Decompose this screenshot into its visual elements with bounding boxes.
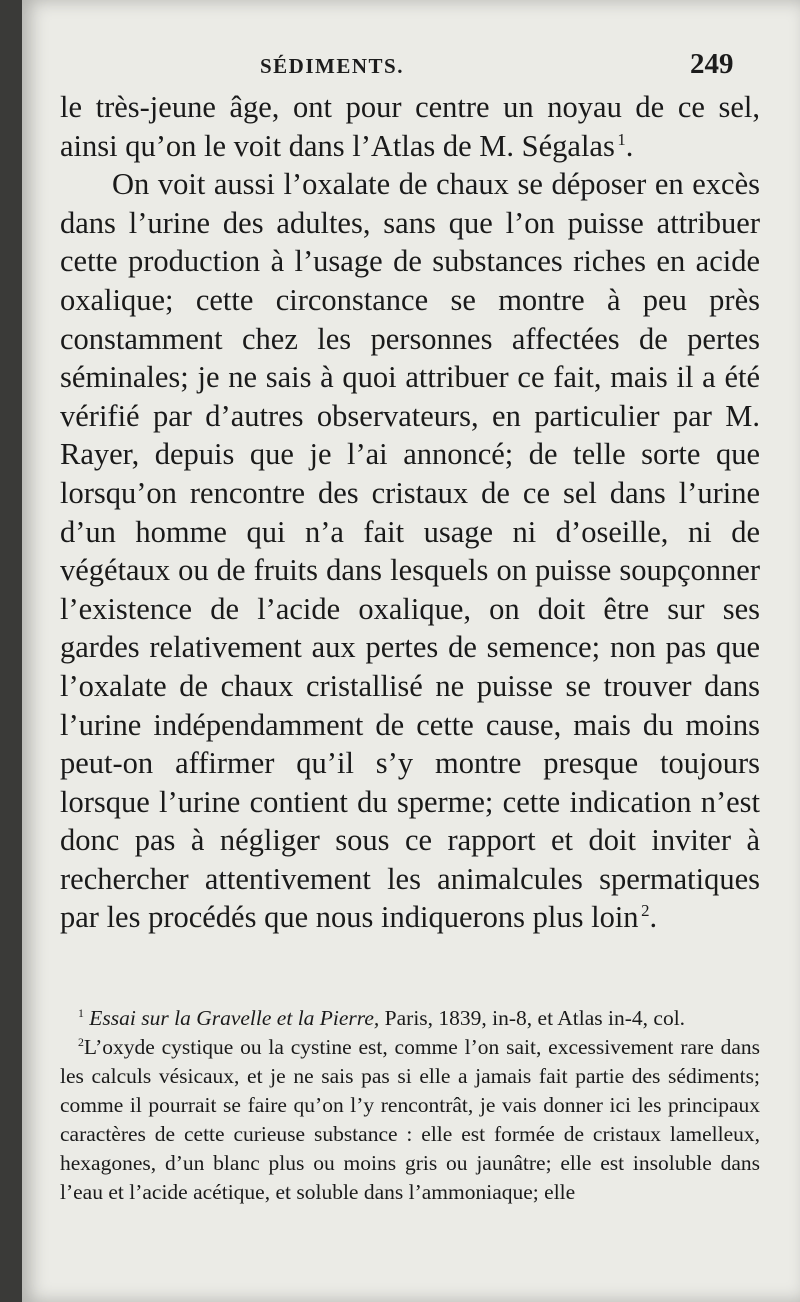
footnote-2-text: L’oxyde cystique ou la cystine est, comme l’on sait, excessivement rare dans les calculs vésicaux, et je ne sais pas si elle a jamais fait partie des sédiments; comme il pourrait se faire qu’on l’y rencontrât, je vais donner ici les principaux caractères de cette curieuse substance : elle est formée de cristaux lamelleux, hexagones, d’un blanc plus ou moins gris ou jaunâtre; elle est insoluble dans l’eau et l’acide acétique, et soluble dans l’ammoniaque; elle — [60, 1035, 760, 1204]
footnote-1 — [60, 1004, 760, 1033]
footnotes — [60, 1004, 760, 1207]
footnote-2-mark: 2 — [78, 1034, 84, 1049]
paragraph-1-text: le très-jeune âge, ont pour centre un noyau de ce sel, ainsi qu’on le voit dans l’Atlas de M. Ségalas — [60, 90, 760, 163]
footnote-ref-2: 2 — [641, 901, 650, 921]
paragraph-oxalate — [60, 165, 760, 937]
page-header — [22, 50, 800, 90]
paragraph-continuation — [60, 88, 760, 165]
paragraph-1-end: . — [625, 128, 634, 163]
main-text — [60, 88, 760, 937]
footnote-1-rest: Paris, 1839, in-8, et Atlas in-4, col. — [379, 1006, 686, 1030]
paragraph-2-end: . — [649, 900, 658, 935]
running-title: SÉDIMENTS. — [260, 54, 404, 78]
footnote-2 — [60, 1033, 760, 1207]
footnote-ref-1: 1 — [617, 129, 626, 149]
paragraph-2-text: On voit aussi l’oxalate de chaux se déposer en excès dans l’urine des adultes, sans que l’on puisse attribuer cette production à l’usage de substances riches en acide oxalique; cette circonstance se montre à peu près constamment chez les personnes affectées de pertes séminales; je ne sais à quoi attribuer ce fait, mais il a été vérifié par d’autres observateurs, en particulier par M. Rayer, depuis que je l’ai annoncé; de telle sorte que lorsqu’on rencontre des cristaux de ce sel dans l’urine d’un homme qui n’a fait usage ni d’oseille, ni de végétaux ou de fruits dans lesquels on puisse soupçonner l’existence de l’acide oxalique, on doit être sur ses gardes relativement aux pertes de semence; non pas que l’oxalate de chaux cristallisé ne puisse se trouver dans l’urine indépendamment de cette cause, mais du moins peut-on affirmer qu’il s’y montre presque toujours lorsque l’urine contient du sperme; cette indication n’est donc pas à négliger sous ce rapport et doit inviter à rechercher attentivement les animalcules spermatiques par les procédés que nous indiquerons plus loin — [60, 167, 760, 935]
footnote-1-mark: 1 — [78, 1005, 84, 1020]
book-page — [22, 0, 800, 1302]
footnote-1-book-title: Essai sur la Gravelle et la Pierre, — [89, 1006, 380, 1030]
page-number: 249 — [690, 48, 734, 80]
